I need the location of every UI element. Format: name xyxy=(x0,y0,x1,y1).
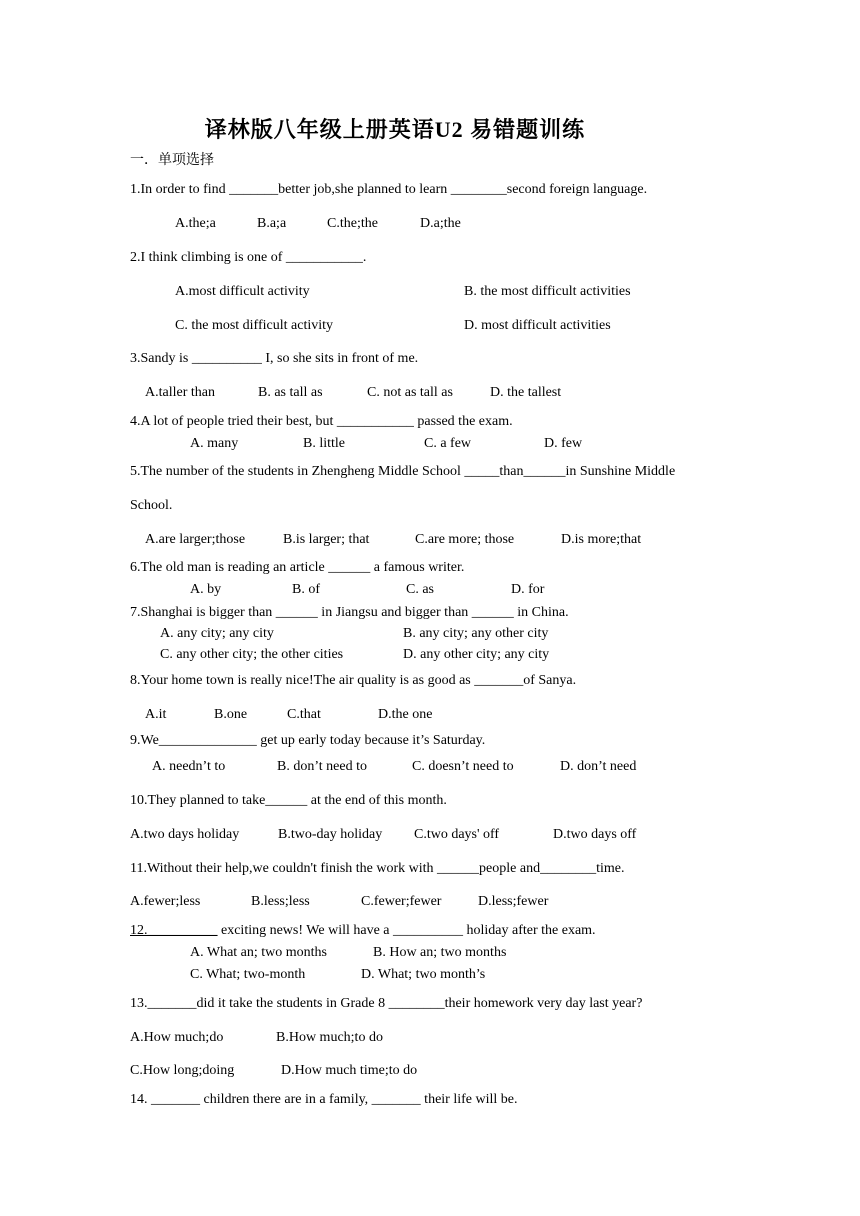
question-4-option-d: D. few xyxy=(544,436,583,451)
question-4-stem: 4.A lot of people tried their best, but ___________ passed the exam. xyxy=(130,414,513,429)
question-12-option-a: A. What an; two months xyxy=(190,945,328,960)
question-5-option-d: D.is more;that xyxy=(561,532,642,547)
question-2-option-d: D. most difficult activities xyxy=(464,318,611,333)
question-3-option-c: C. not as tall as xyxy=(367,385,453,400)
question-2-option-c: C. the most difficult activity xyxy=(175,318,333,333)
question-7-option-c: C. any other city; the other cities xyxy=(160,647,344,662)
question-1-option-b: B.a;a xyxy=(257,216,287,231)
question-10-option-b: B.two-day holiday xyxy=(278,827,383,842)
question-12-option-d: D. What; two month’s xyxy=(361,967,486,982)
question-6-option-c: C. as xyxy=(406,582,434,597)
question-10-option-d: D.two days off xyxy=(553,827,637,842)
question-8-stem: 8.Your home town is really nice!The air quality is as good as _______of Sanya. xyxy=(130,673,577,688)
question-7-option-d: D. any other city; any city xyxy=(403,647,550,662)
question-1-stem: 1.In order to find _______better job,she planned to learn ________second foreign language. xyxy=(130,182,648,197)
question-3-option-a: A.taller than xyxy=(145,385,215,400)
question-2-option-a: A.most difficult activity xyxy=(175,284,310,299)
question-3-option-d: D. the tallest xyxy=(490,385,562,400)
question-5-stem-continued: School. xyxy=(130,498,173,513)
section-heading: 一．单项选择 xyxy=(130,153,214,168)
question-13-option-c: C.How long;doing xyxy=(130,1063,235,1078)
page-title: 译林版八年级上册英语U2 易错题训练 xyxy=(204,117,586,142)
question-11-option-d: D.less;fewer xyxy=(478,894,549,909)
question-8-option-d: D.the one xyxy=(378,707,433,722)
question-9-stem: 9.We______________ get up early today because it’s Saturday. xyxy=(130,733,486,748)
question-7-stem: 7.Shanghai is bigger than ______ in Jiangsu and bigger than ______ in China. xyxy=(130,605,569,620)
question-12-stem-text: exciting news! We will have a __________ holiday after the exam. xyxy=(217,923,596,938)
question-9-option-b: B. don’t need to xyxy=(277,759,367,774)
question-10-option-a: A.two days holiday xyxy=(130,827,240,842)
question-5-option-c: C.are more; those xyxy=(415,532,515,547)
question-6-option-d: D. for xyxy=(511,582,545,597)
question-12-option-b: B. How an; two months xyxy=(373,945,507,960)
question-9-option-d: D. don’t need xyxy=(560,759,637,774)
question-12-stem xyxy=(130,922,596,940)
question-10-stem: 10.They planned to take______ at the end of this month. xyxy=(130,793,447,808)
question-11-option-a: A.fewer;less xyxy=(130,894,201,909)
question-5-option-b: B.is larger; that xyxy=(283,532,370,547)
question-13-stem: 13._______did it take the students in Grade 8 ________their homework very day last year? xyxy=(130,996,643,1011)
question-9-option-a: A. needn’t to xyxy=(152,759,226,774)
question-1-option-c: C.the;the xyxy=(327,216,378,231)
question-4-option-c: C. a few xyxy=(424,436,472,451)
question-5-stem: 5.The number of the students in Zhengheng Middle School _____than______in Sunshine Middle xyxy=(130,464,676,479)
question-3-option-b: B. as tall as xyxy=(258,385,323,400)
question-11-stem: 11.Without their help,we couldn't finish the work with ______people and________time. xyxy=(130,861,625,876)
question-13-option-b: B.How much;to do xyxy=(276,1030,383,1045)
question-5-option-a: A.are larger;those xyxy=(145,532,246,547)
question-14-stem: 14. _______ children there are in a family, _______ their life will be. xyxy=(130,1092,518,1107)
question-7-option-b: B. any city; any other city xyxy=(403,626,549,641)
question-1-option-d: D.a;the xyxy=(420,216,461,231)
question-13-option-d: D.How much time;to do xyxy=(281,1063,418,1078)
question-8-option-c: C.that xyxy=(287,707,321,722)
question-8-option-b: B.one xyxy=(214,707,248,722)
question-9-option-c: C. doesn’t need to xyxy=(412,759,514,774)
question-1-option-a: A.the;a xyxy=(175,216,216,231)
question-10-option-c: C.two days' off xyxy=(414,827,500,842)
question-6-option-a: A. by xyxy=(190,582,222,597)
question-6-stem: 6.The old man is reading an article ______ a famous writer. xyxy=(130,560,465,575)
question-7-option-a: A. any city; any city xyxy=(160,626,274,641)
question-11-option-c: C.fewer;fewer xyxy=(361,894,442,909)
question-12-option-c: C. What; two-month xyxy=(190,967,306,982)
question-13-option-a: A.How much;do xyxy=(130,1030,224,1045)
question-2-option-b: B. the most difficult activities xyxy=(464,284,631,299)
question-6-option-b: B. of xyxy=(292,582,320,597)
question-4-option-b: B. little xyxy=(303,436,345,451)
question-11-option-b: B.less;less xyxy=(251,894,310,909)
question-8-option-a: A.it xyxy=(145,707,167,722)
question-4-option-a: A. many xyxy=(190,436,239,451)
question-12-number: 12.__________ xyxy=(130,923,218,938)
question-3-stem: 3.Sandy is __________ I, so she sits in front of me. xyxy=(130,351,419,366)
question-2-stem: 2.I think climbing is one of ___________. xyxy=(130,250,367,265)
